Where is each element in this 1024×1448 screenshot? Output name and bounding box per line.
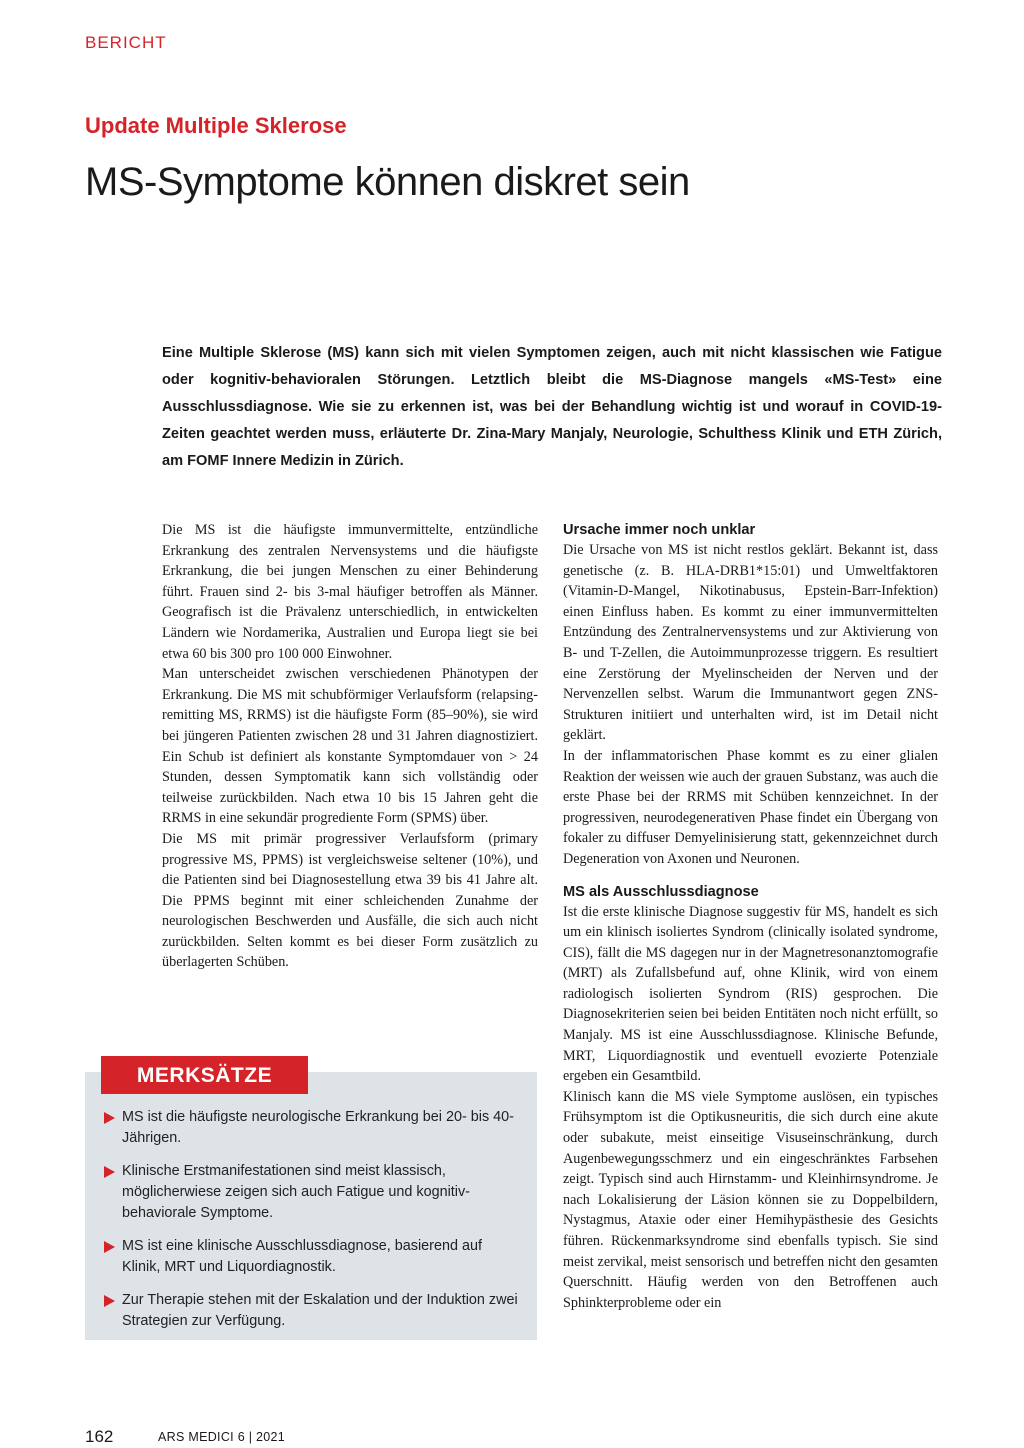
body-paragraph: In der inflammatorischen Phase kommt es zu einer glialen Reaktion der weissen wie auch der grauen Substanz, was auch die erste Phase bei der RRMS mit Schüben kennzeichnet. In der progressiven, neurodegenerativen Phase findet ein Übergang von fokaler zu diffuser Demyelinisierung statt, gekennzeichnet durch Degeneration von Axonen und Neuronen. [563, 747, 938, 867]
body-paragraph: Ist die erste klinische Diagnose suggestiv für MS, handelt es sich um ein klinisch isoliertes Syndrom (clinically isolated syndrome, CIS), fällt die MS dagegen nur in der Magnetresonanztomografie (MRT) als Zufallsbefund auf, ohne Klinik, wird von einem radiologisch isolierten Syndrom (RIS) gesprochen. Die Diagnosekriterien seien bei beiden Entitäten noch nicht erfüllt, so Manjaly. MS ist eine Ausschlussdiagnose. Klinische Befunde, MRT, Liquordiagnostik und eventuell evozierte Potenziale ergeben ein Gesamtbild. [563, 903, 938, 1085]
key-point-text: MS ist eine klinische Ausschlussdiagnose, basierend auf Klinik, MRT und Liquordiagnostik. [122, 1238, 482, 1275]
key-points-title: MERKSÄTZE [101, 1056, 308, 1094]
list-item [104, 1290, 524, 1332]
body-paragraph: Die Ursache von MS ist nicht restlos geklärt. Bekannt ist, dass genetische (z. B. HLA-DRB1*15:01) und Umweltfaktoren (Vitamin-D-Mangel, Nikotinabusus, Epstein-Barr-Infektion) einen Einfluss haben. Es kommt zu einer immunvermittelten Entzündung des Zentralnervensystems und zur Aktivierung von B- und T-Zellen, die Autoimmunprozesse triggern. Es resultiert eine Zerstörung der Myelinscheiden der Nerven und der Nervenzellen selbst. Warum die Immunantwort gegen ZNS-Strukturen initiiert und unterhalten wird, ist im Detail nicht geklärt. [563, 542, 938, 744]
body-paragraph: Klinisch kann die MS viele Symptome auslösen, ein typisches Frühsymptom ist die Optikusneuritis, die sich durch eine akute oder subakute, meist einseitige Visuseinschränkung, durch Augenbewegungsschmerz und ein eingeschränktes Farbsehen zeigt. Typisch sind auch Hirnstamm- und Kleinhirnsyndrome. Je nach Lokalisierung der Läsion können sie zu Doppelbildern, Nystagmus, Ataxie oder einer Hemihypästhesie des Gesichts führen. Rückenmarksyndrome sind ebenfalls typisch. Sie sind meist zervikal, meist sensorisch und betreffen nicht den gesamten Querschnitt. Häufig werden von den Betroffenen auch Sphinkterprobleme oder ein [563, 1088, 938, 1311]
body-paragraph: Die MS ist die häufigste immunvermittelte, entzündliche Erkrankung des zentralen Nervensystems und die häufigste Erkrankung, die bei jungen Menschen zu einer Behinderung führt. Frauen sind 2- bis 3-mal häufiger betroffen als Männer. Geografisch ist die Prävalenz unterschiedlich, in entwickelten Ländern wie Nordamerika, Australien und Europa liegt sie bei etwa 60 bis 300 pro 100 000 Einwohner. [162, 522, 538, 662]
section-label: BERICHT [85, 33, 167, 52]
body-paragraph: Man unterscheidet zwischen verschiedenen Phänotypen der Erkrankung. Die MS mit schubförmiger Verlaufsform (relapsing-remitting MS, RRMS) ist die häufigste Form (85–90%), sie wird bei jüngeren Patienten zwischen 28 und 31 Jahren diagnostiziert. Ein Schub ist definiert als konstante Symptomdauer von > 24 Stunden, dessen Symptomatik kann sich vollständig oder teilweise zurückbilden. Nach etwa 10 bis 15 Jahren geht die RRMS in eine sekundär progrediente Form (SPMS) über. [162, 666, 538, 827]
article-kicker: Update Multiple Sklerose [85, 113, 347, 138]
body-paragraph: Die MS mit primär progressiver Verlaufsform (primary progressive MS, PPMS) ist vergleichsweise seltener (10%), und die Patienten sind bei Diagnosestellung etwa 39 bis 41 Jahre alt. Die PPMS beginnt mit einer schleichenden Zunahme der neurologischen Beschwerden und Ausfälle, die sich auch nicht zurückbilden. Selten kommt es bei dieser Form zusätzlich zu überlagerten Schüben. [162, 830, 538, 971]
triangle-right-icon [104, 1166, 115, 1178]
article-title: MS-Symptome können diskret sein [85, 160, 690, 204]
key-point-text: Zur Therapie stehen mit der Eskalation und der Induktion zwei Strategien zur Verfügung. [122, 1292, 518, 1329]
lead-paragraph: Eine Multiple Sklerose (MS) kann sich mit vielen Symptomen zeigen, auch mit nicht klassischen wie Fatigue oder kognitiv-behavioralen Störungen. Letztlich bleibt die MS-Diagnose mangels «MS-Test» eine Ausschlussdiagnose. Wie sie zu erkennen ist, was bei der Behandlung wichtig ist und worauf in COVID-19-Zeiten geachtet werden muss, erläuterte Dr. Zina-Mary Manjaly, Neurologie, Schulthess Klinik und ETH Zürich, am FOMF Innere Medizin in Zürich. [162, 345, 942, 469]
triangle-right-icon [104, 1241, 115, 1253]
left-column [162, 520, 538, 973]
triangle-right-icon [104, 1112, 115, 1124]
journal-issue: ARS MEDICI 6 | 2021 [158, 1430, 286, 1444]
triangle-right-icon [104, 1295, 115, 1307]
list-item [104, 1161, 524, 1224]
list-item [104, 1107, 524, 1149]
right-column [563, 520, 938, 1313]
key-point-text: Klinische Erstmanifestationen sind meist klassisch, möglicherwiese zeigen sich auch Fatigue und kognitiv-behaviorale Symptome. [122, 1163, 470, 1221]
list-item [104, 1236, 524, 1278]
key-point-text: MS ist die häufigste neurologische Erkrankung bei 20- bis 40-Jährigen. [122, 1109, 514, 1146]
key-points-list [104, 1107, 524, 1344]
section-heading: MS als Ausschlussdiagnose [563, 883, 759, 900]
page-number: 162 [85, 1427, 114, 1446]
section-heading: Ursache immer noch unklar [563, 522, 756, 538]
